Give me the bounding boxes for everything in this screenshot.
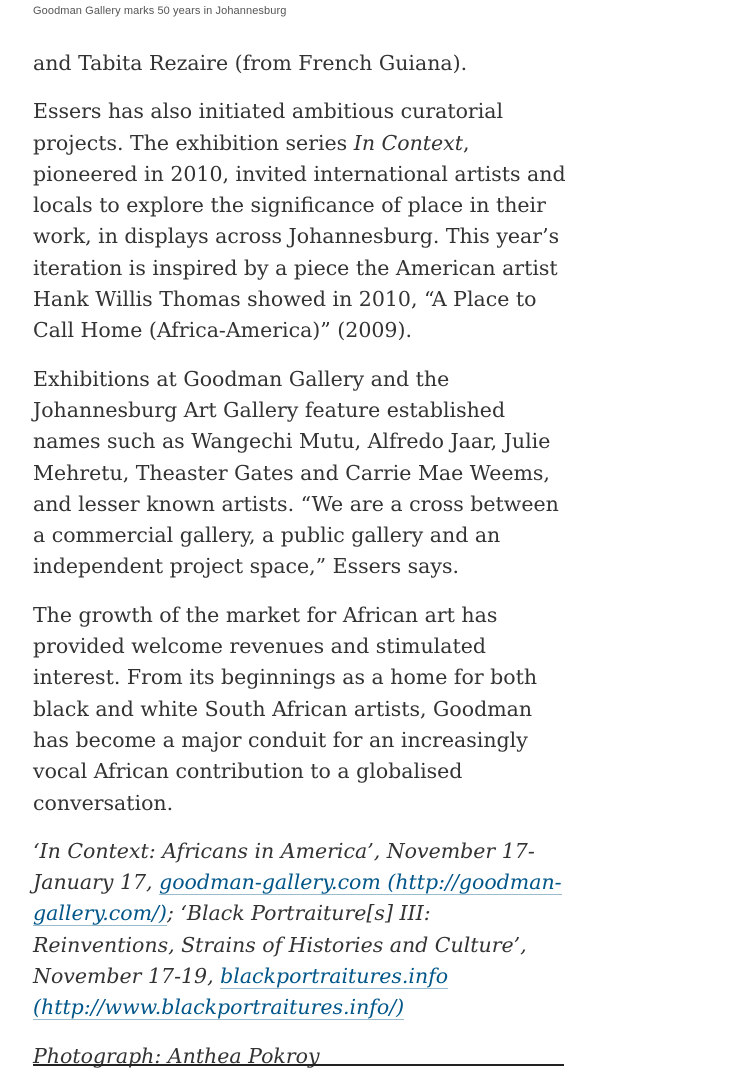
paragraph-2-text-a: Essers has also initiated ambitious curatorial projects. The exhibition series <box>33 99 504 155</box>
exhibition-series-title: In Context <box>353 130 463 155</box>
paragraph-1: and Tabita Rezaire (from French Guiana). <box>33 51 468 75</box>
blackportraitures-link[interactable]: blackportraitures.info (http://www.blackportraitures.info/) <box>33 964 449 1020</box>
paragraph-4: The growth of the market for African art has provided welcome revenues and stimulated interest. From its beginnings as a home for both black and white South African artists, Goodman has become a major conduit for an increasingly vocal African contribution to a globalised conversation. <box>33 602 538 815</box>
listing-text-2: ; ‘Black Portraiture[s] III: Reinventions, Strains of Histories and Culture’, November 17-19, <box>33 901 527 989</box>
paragraph-3: Exhibitions at Goodman Gallery and the Johannesburg Art Gallery feature established names such as Wangechi Mutu, Alfredo Jaar, Julie Mehretu, Theaster Gates and Carrie Mae Weems, and lesser known artists. “We are a cross between a commercial gallery, a public gallery and an independent project space,” Essers says. <box>33 366 559 579</box>
goodman-gallery-link[interactable]: goodman-gallery.com (http://goodman-gallery.com/) <box>33 870 562 926</box>
article-body <box>33 48 573 1089</box>
paragraph-2 <box>33 96 573 346</box>
listing-text-1: ‘In Context: Africans in America’, November 17-January 17, <box>33 838 535 895</box>
bottom-divider <box>33 1064 564 1066</box>
paragraph-2-text-b: , pioneered in 2010, invited international artists and locals to explore the significance of place in their work, in displays across Johannesburg. This year’s iteration is inspired by a piece the American artist Hank Willis Thomas showed in 2010, “A Place to Call Home (Africa-America)” (2009). <box>33 130 566 343</box>
page-header-title: Goodman Gallery marks 50 years in Johannesburg <box>33 5 287 17</box>
photo-credit: Photograph: Anthea Pokroy <box>33 1043 320 1068</box>
exhibition-listing <box>33 836 573 1024</box>
